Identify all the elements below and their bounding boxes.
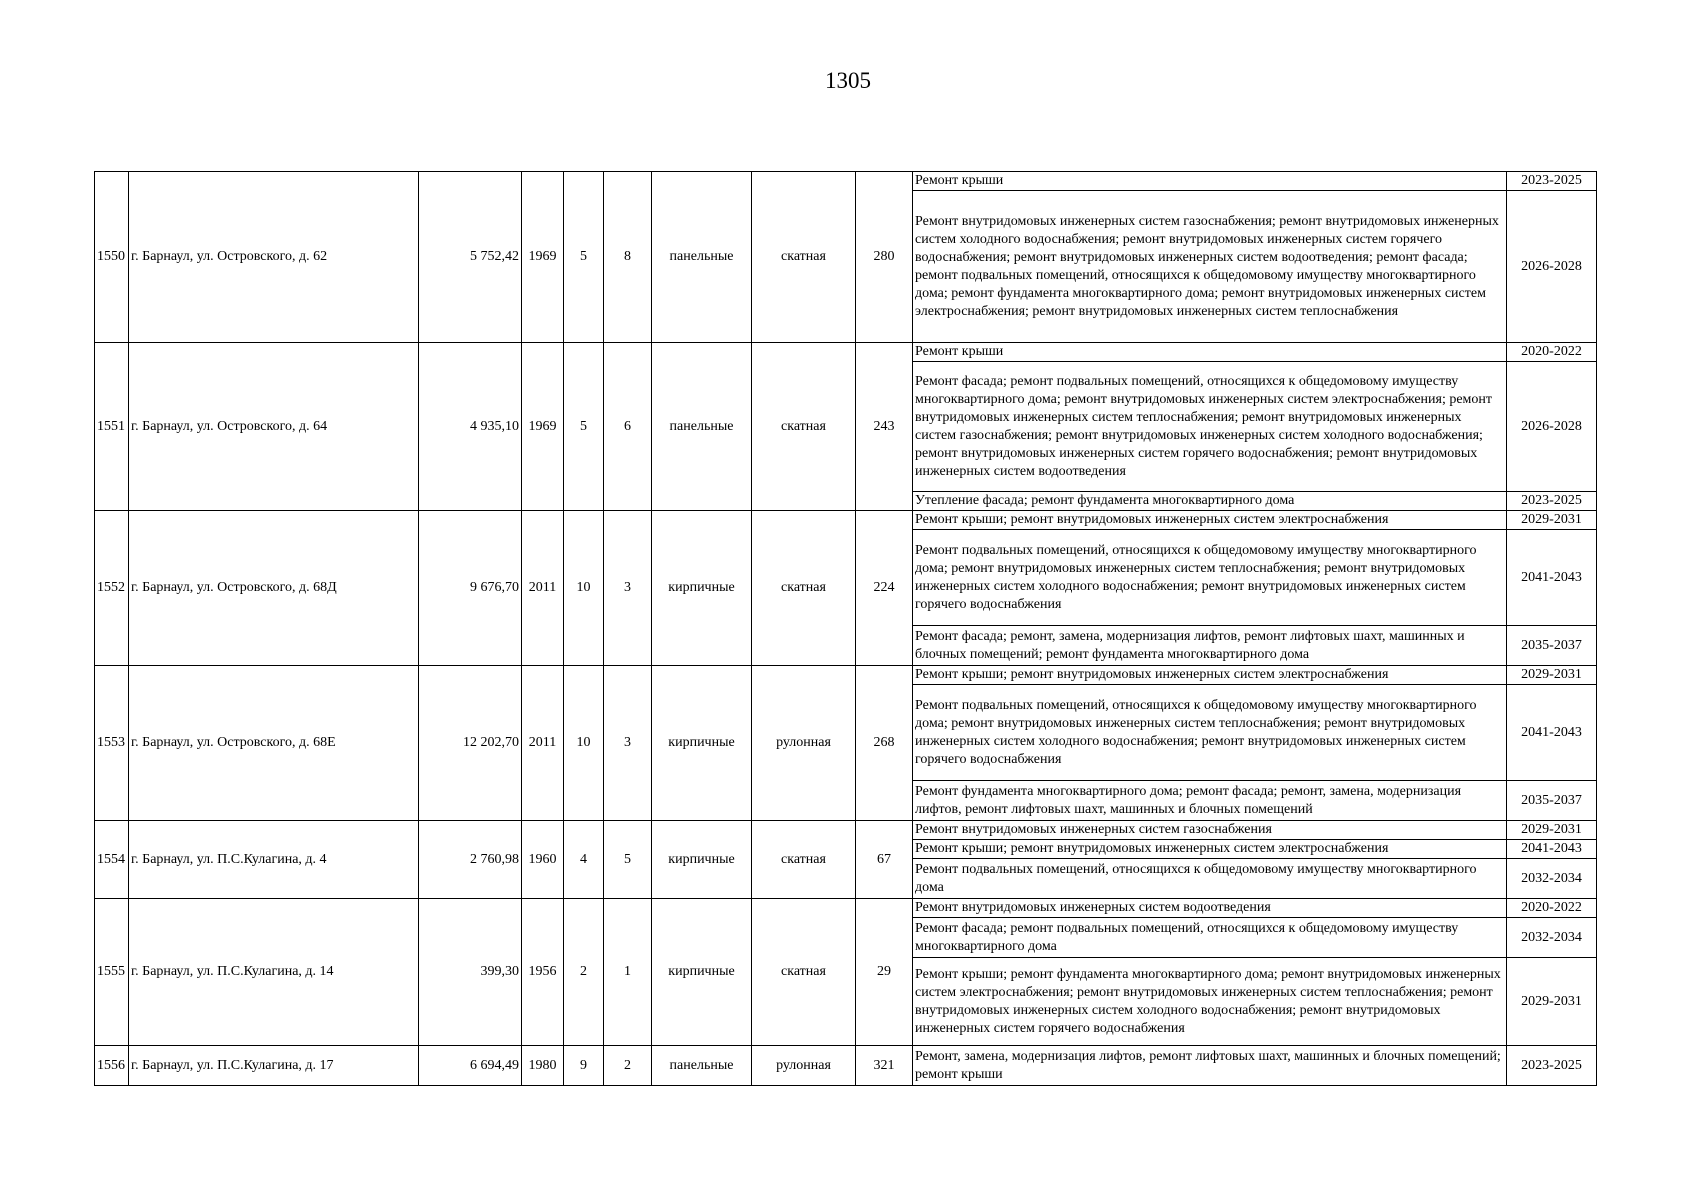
entrances-cell: 5 — [604, 821, 652, 899]
work-description-cell: Ремонт подвальных помещений, относящихся к общедомовому имуществу многоквартирного дома — [913, 859, 1507, 899]
roof-type-cell: скатная — [752, 343, 856, 511]
floors-cell: 5 — [564, 343, 604, 511]
work-period-cell: 2041-2043 — [1507, 530, 1597, 626]
residents-cell: 29 — [856, 899, 913, 1046]
wall-material-cell: панельные — [652, 172, 752, 343]
entrances-cell: 3 — [604, 666, 652, 821]
wall-material-cell: кирпичные — [652, 899, 752, 1046]
wall-material-cell: кирпичные — [652, 666, 752, 821]
floors-cell: 10 — [564, 666, 604, 821]
total-area-cell: 12 202,70 — [419, 666, 522, 821]
total-area-cell: 9 676,70 — [419, 511, 522, 666]
record-number-cell: 1553 — [95, 666, 129, 821]
entrances-cell: 3 — [604, 511, 652, 666]
roof-type-cell: скатная — [752, 511, 856, 666]
build-year-cell: 1960 — [522, 821, 564, 899]
capital-repair-table — [94, 171, 1597, 1086]
work-description-cell: Ремонт подвальных помещений, относящихся к общедомовому имуществу многоквартирного дома; ремонт внутридомовых инженерных систем теплоснабжения; ремонт внутридомовых инженерных систем холодного водоснабжения; ремонт внутридомовых инженерных систем горячего водоснабжения — [913, 685, 1507, 781]
work-description-cell: Ремонт подвальных помещений, относящихся к общедомовому имуществу многоквартирного дома; ремонт внутридомовых инженерных систем теплоснабжения; ремонт внутридомовых инженерных систем холодного водоснабжения; ремонт внутридомовых инженерных систем горячего водоснабжения — [913, 530, 1507, 626]
entrances-cell: 2 — [604, 1046, 652, 1086]
address-cell: г. Барнаул, ул. П.С.Кулагина, д. 4 — [129, 821, 419, 899]
build-year-cell: 1969 — [522, 172, 564, 343]
residents-cell: 280 — [856, 172, 913, 343]
floors-cell: 4 — [564, 821, 604, 899]
address-cell: г. Барнаул, ул. Островского, д. 68Д — [129, 511, 419, 666]
build-year-cell: 2011 — [522, 511, 564, 666]
work-period-cell: 2020-2022 — [1507, 899, 1597, 918]
work-period-cell: 2029-2031 — [1507, 666, 1597, 685]
work-period-cell: 2029-2031 — [1507, 958, 1597, 1046]
record-number-cell: 1556 — [95, 1046, 129, 1086]
record-number-cell: 1550 — [95, 172, 129, 343]
work-description-cell: Ремонт крыши — [913, 343, 1507, 362]
residents-cell: 224 — [856, 511, 913, 666]
wall-material-cell: кирпичные — [652, 821, 752, 899]
total-area-cell: 5 752,42 — [419, 172, 522, 343]
floors-cell: 5 — [564, 172, 604, 343]
work-description-cell: Ремонт внутридомовых инженерных систем водоотведения — [913, 899, 1507, 918]
work-description-cell: Ремонт крыши; ремонт внутридомовых инженерных систем электроснабжения — [913, 840, 1507, 859]
work-period-cell: 2020-2022 — [1507, 343, 1597, 362]
table-row — [95, 899, 1597, 918]
roof-type-cell: рулонная — [752, 1046, 856, 1086]
work-description-cell: Утепление фасада; ремонт фундамента многоквартирного дома — [913, 492, 1507, 511]
work-description-cell: Ремонт фасада; ремонт подвальных помещений, относящихся к общедомовому имуществу многоквартирного дома — [913, 918, 1507, 958]
wall-material-cell: панельные — [652, 343, 752, 511]
work-period-cell: 2041-2043 — [1507, 685, 1597, 781]
page-number: 1305 — [825, 68, 871, 93]
floors-cell: 2 — [564, 899, 604, 1046]
work-description-cell: Ремонт фасада; ремонт, замена, модернизация лифтов, ремонт лифтовых шахт, машинных и блочных помещений; ремонт фундамента многоквартирного дома — [913, 626, 1507, 666]
table-row — [95, 821, 1597, 840]
table-row — [95, 666, 1597, 685]
entrances-cell: 6 — [604, 343, 652, 511]
total-area-cell: 2 760,98 — [419, 821, 522, 899]
work-description-cell: Ремонт внутридомовых инженерных систем газоснабжения — [913, 821, 1507, 840]
work-period-cell: 2035-2037 — [1507, 781, 1597, 821]
address-cell: г. Барнаул, ул. П.С.Кулагина, д. 14 — [129, 899, 419, 1046]
work-period-cell: 2029-2031 — [1507, 511, 1597, 530]
work-description-cell: Ремонт фасада; ремонт подвальных помещений, относящихся к общедомовому имуществу многоквартирного дома; ремонт внутридомовых инженерных систем электроснабжения; ремонт внутридомовых инженерных систем теплоснабжения; ремонт внутридомовых инженерных систем газоснабжения; ремонт внутридомовых инженерных систем холодного водоснабжения; ремонт внутридомовых инженерных систем горячего водоснабжения; ремонт внутридомовых инженерных систем водоотведения — [913, 362, 1507, 492]
build-year-cell: 1980 — [522, 1046, 564, 1086]
record-number-cell: 1555 — [95, 899, 129, 1046]
work-description-cell: Ремонт крыши; ремонт внутридомовых инженерных систем электроснабжения — [913, 666, 1507, 685]
build-year-cell: 1956 — [522, 899, 564, 1046]
roof-type-cell: скатная — [752, 172, 856, 343]
floors-cell: 10 — [564, 511, 604, 666]
table-row — [95, 343, 1597, 362]
work-period-cell: 2041-2043 — [1507, 840, 1597, 859]
wall-material-cell: панельные — [652, 1046, 752, 1086]
floors-cell: 9 — [564, 1046, 604, 1086]
address-cell: г. Барнаул, ул. П.С.Кулагина, д. 17 — [129, 1046, 419, 1086]
address-cell: г. Барнаул, ул. Островского, д. 64 — [129, 343, 419, 511]
table-row — [95, 172, 1597, 191]
table-row — [95, 511, 1597, 530]
record-number-cell: 1551 — [95, 343, 129, 511]
work-period-cell: 2035-2037 — [1507, 626, 1597, 666]
total-area-cell: 4 935,10 — [419, 343, 522, 511]
work-period-cell: 2026-2028 — [1507, 362, 1597, 492]
entrances-cell: 1 — [604, 899, 652, 1046]
table-row — [95, 1046, 1597, 1086]
work-description-cell: Ремонт крыши; ремонт фундамента многоквартирного дома; ремонт внутридомовых инженерных систем электроснабжения; ремонт внутридомовых инженерных систем теплоснабжения; ремонт внутридомовых инженерных систем холодного водоснабжения; ремонт внутридомовых инженерных систем горячего водоснабжения — [913, 958, 1507, 1046]
work-period-cell: 2023-2025 — [1507, 1046, 1597, 1086]
work-description-cell: Ремонт фундамента многоквартирного дома; ремонт фасада; ремонт, замена, модернизация лифтов, ремонт лифтовых шахт, машинных и блочных помещений — [913, 781, 1507, 821]
work-period-cell: 2032-2034 — [1507, 859, 1597, 899]
work-description-cell: Ремонт крыши — [913, 172, 1507, 191]
address-cell: г. Барнаул, ул. Островского, д. 68Е — [129, 666, 419, 821]
build-year-cell: 2011 — [522, 666, 564, 821]
total-area-cell: 399,30 — [419, 899, 522, 1046]
record-number-cell: 1554 — [95, 821, 129, 899]
work-period-cell: 2029-2031 — [1507, 821, 1597, 840]
work-description-cell: Ремонт, замена, модернизация лифтов, ремонт лифтовых шахт, машинных и блочных помещений; ремонт крыши — [913, 1046, 1507, 1086]
residents-cell: 321 — [856, 1046, 913, 1086]
residents-cell: 268 — [856, 666, 913, 821]
work-period-cell: 2023-2025 — [1507, 172, 1597, 191]
work-period-cell: 2023-2025 — [1507, 492, 1597, 511]
work-description-cell: Ремонт внутридомовых инженерных систем газоснабжения; ремонт внутридомовых инженерных систем холодного водоснабжения; ремонт внутридомовых инженерных систем горячего водоснабжения; ремонт внутридомовых инженерных систем водоотведения; ремонт фасада; ремонт подвальных помещений, относящихся к общедомовому имуществу многоквартирного дома; ремонт фундамента многоквартирного дома; ремонт внутридомовых инженерных систем электроснабжения; ремонт внутридомовых инженерных систем теплоснабжения — [913, 191, 1507, 343]
total-area-cell: 6 694,49 — [419, 1046, 522, 1086]
residents-cell: 67 — [856, 821, 913, 899]
residents-cell: 243 — [856, 343, 913, 511]
work-period-cell: 2026-2028 — [1507, 191, 1597, 343]
build-year-cell: 1969 — [522, 343, 564, 511]
record-number-cell: 1552 — [95, 511, 129, 666]
wall-material-cell: кирпичные — [652, 511, 752, 666]
roof-type-cell: рулонная — [752, 666, 856, 821]
roof-type-cell: скатная — [752, 821, 856, 899]
entrances-cell: 8 — [604, 172, 652, 343]
roof-type-cell: скатная — [752, 899, 856, 1046]
work-description-cell: Ремонт крыши; ремонт внутридомовых инженерных систем электроснабжения — [913, 511, 1507, 530]
address-cell: г. Барнаул, ул. Островского, д. 62 — [129, 172, 419, 343]
work-period-cell: 2032-2034 — [1507, 918, 1597, 958]
